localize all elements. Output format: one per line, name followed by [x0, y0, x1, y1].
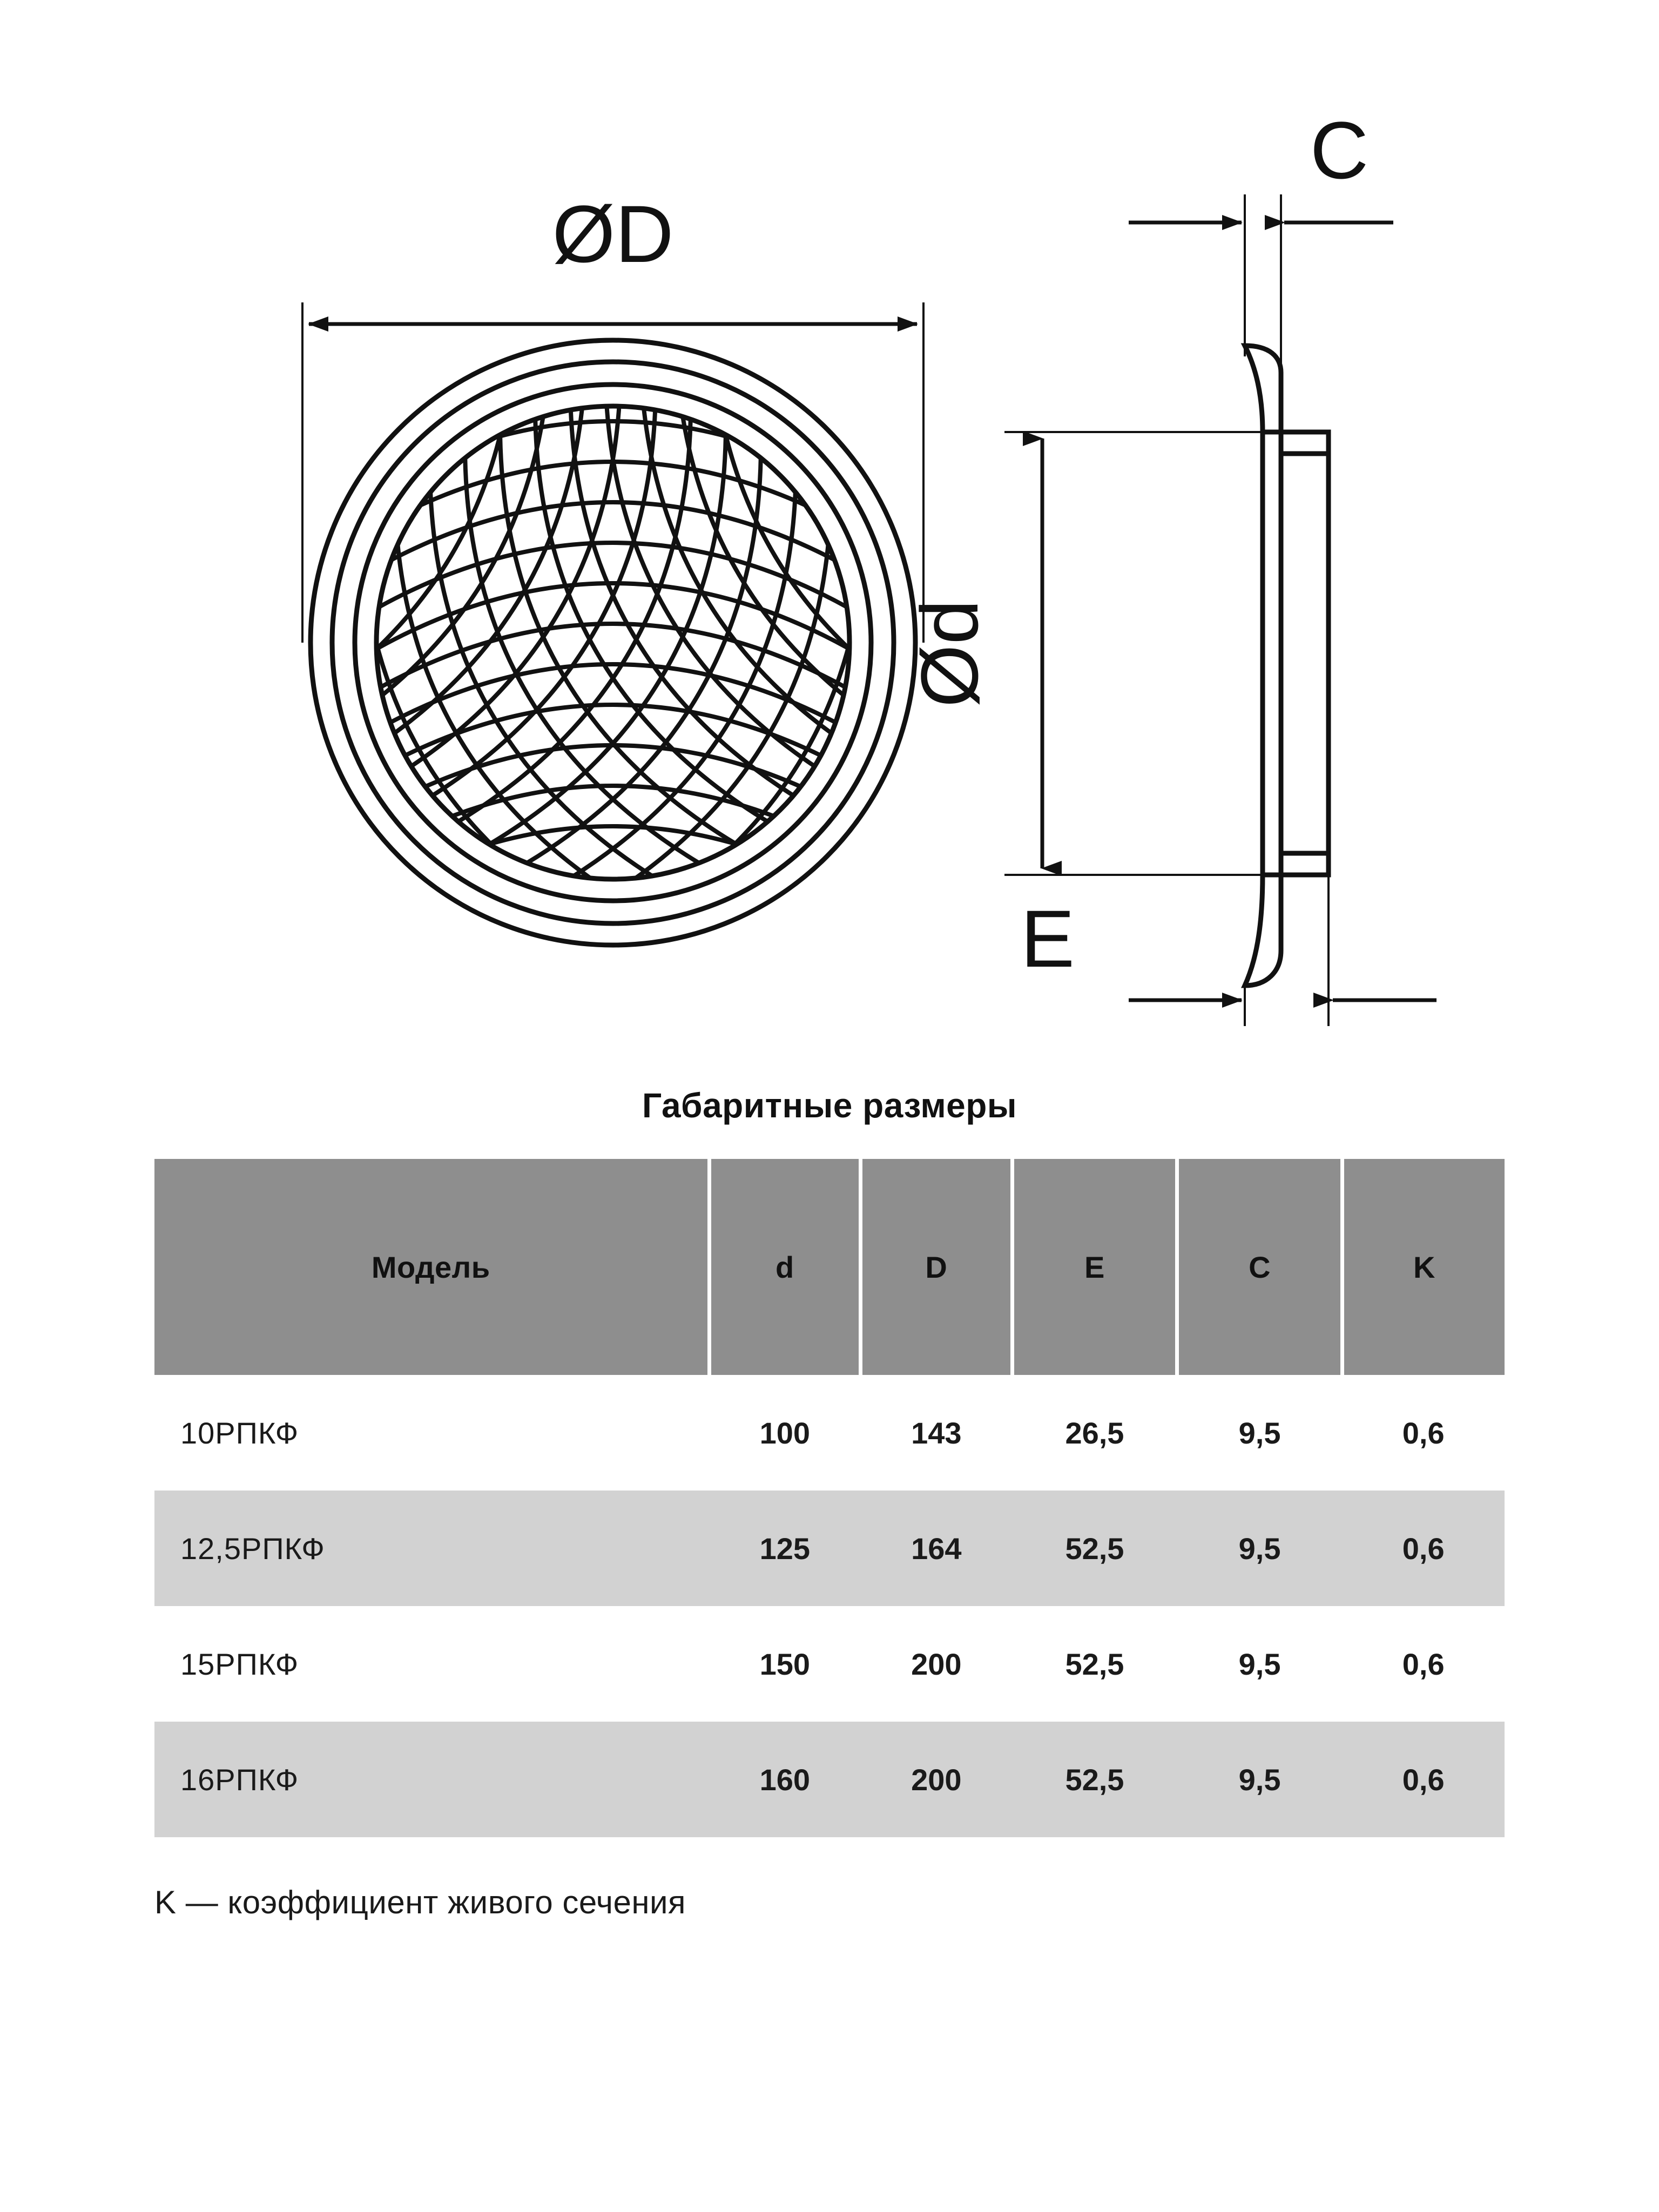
cell-d: 150 — [709, 1606, 861, 1722]
cell-model: 15РПКФ — [154, 1606, 709, 1722]
table-title: Габаритные размеры — [642, 1086, 1017, 1125]
cell-K: 0,6 — [1342, 1722, 1505, 1837]
column-header-E: E — [1012, 1159, 1177, 1375]
label-inner-diameter: Ød — [904, 599, 995, 708]
cell-d: 160 — [709, 1722, 861, 1837]
label-depth-e: E — [1020, 893, 1075, 984]
cell-D: 143 — [861, 1375, 1013, 1491]
cell-C: 9,5 — [1177, 1491, 1343, 1606]
dimensions-table — [154, 1159, 1505, 1837]
cell-D: 200 — [861, 1722, 1013, 1837]
column-header-D: D — [861, 1159, 1013, 1375]
column-header-C: C — [1177, 1159, 1343, 1375]
cell-K: 0,6 — [1342, 1491, 1505, 1606]
cell-E: 52,5 — [1012, 1491, 1177, 1606]
dimension-e — [1021, 875, 1437, 1026]
table-row — [154, 1722, 1505, 1837]
column-header-d: d — [709, 1159, 861, 1375]
dimensions-section — [0, 1085, 1659, 1921]
round-grille-front-view — [280, 315, 946, 956]
cell-model: 12,5РПКФ — [154, 1491, 709, 1606]
cell-K: 0,6 — [1342, 1375, 1505, 1491]
cell-d: 125 — [709, 1491, 861, 1606]
cell-model: 10РПКФ — [154, 1375, 709, 1491]
dimension-outer-diameter — [302, 188, 923, 643]
cell-K: 0,6 — [1342, 1606, 1505, 1722]
cell-D: 200 — [861, 1606, 1013, 1722]
table-row — [154, 1375, 1505, 1491]
table-note: K — коэффициент живого сечения — [154, 1884, 686, 1920]
dimension-inner-diameter — [904, 432, 1269, 875]
cell-C: 9,5 — [1177, 1606, 1343, 1722]
cell-model: 16РПКФ — [154, 1722, 709, 1837]
round-grille-side-section-view — [1245, 346, 1328, 986]
column-header-K: K — [1342, 1159, 1505, 1375]
cell-C: 9,5 — [1177, 1375, 1343, 1491]
drawing-canvas — [0, 0, 1659, 1080]
table-header-row — [154, 1159, 1505, 1375]
cell-E: 26,5 — [1012, 1375, 1177, 1491]
label-depth-c: C — [1310, 105, 1369, 195]
table-row — [154, 1491, 1505, 1606]
cell-d: 100 — [709, 1375, 861, 1491]
technical-drawing — [0, 0, 1659, 1080]
cell-D: 164 — [861, 1491, 1013, 1606]
column-header-model: Модель — [154, 1159, 709, 1375]
label-outer-diameter: ØD — [552, 188, 674, 279]
dimension-c — [1129, 105, 1393, 373]
cell-E: 52,5 — [1012, 1722, 1177, 1837]
table-row — [154, 1606, 1505, 1722]
cell-E: 52,5 — [1012, 1606, 1177, 1722]
cell-C: 9,5 — [1177, 1722, 1343, 1837]
